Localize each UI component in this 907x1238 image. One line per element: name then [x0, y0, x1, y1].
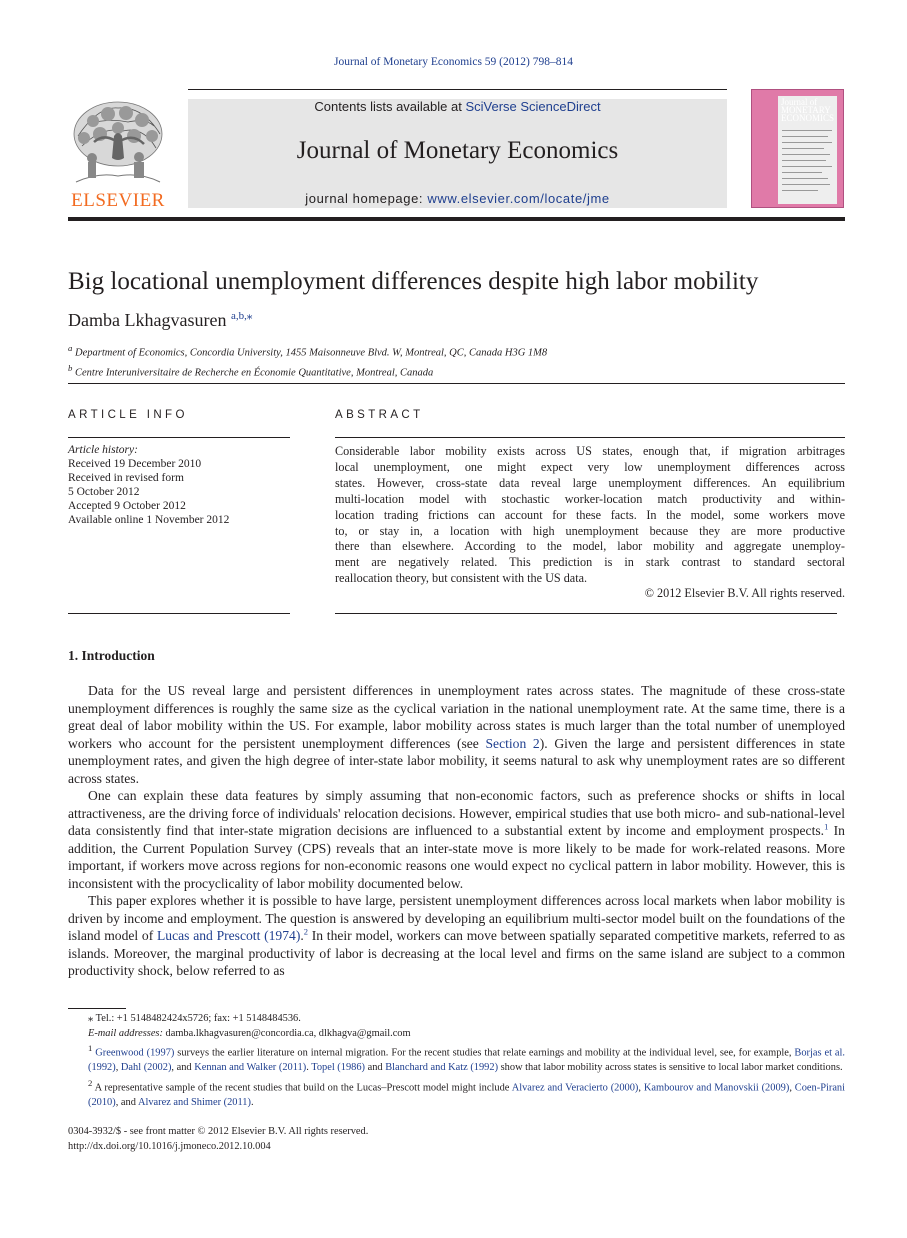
- affiliation-text: Centre Interuniversitaire de Recherche en Économie Quantitative, Montreal, Canada: [75, 367, 434, 378]
- text-run: .: [250, 1096, 254, 1108]
- history-label: Article history:: [68, 444, 138, 456]
- affiliation-mark: a: [68, 343, 73, 353]
- article-info-bottom-rule: [68, 613, 290, 614]
- text-run: and: [365, 1062, 386, 1074]
- citation-link[interactable]: Greenwood (1997): [95, 1047, 175, 1059]
- abstract-line: multi-location model with stochastic worker-location match productivity and within-: [335, 491, 845, 506]
- citation-link[interactable]: Topel (1986): [311, 1062, 366, 1074]
- abstract-line: Considerable labor mobility exists across US states, enough that, if migration arbitrages: [335, 444, 845, 458]
- cover-title: Journal of MONETARY ECONOMICS: [781, 97, 835, 123]
- email-addresses: damba.lkhagvasuren@concordia.ca, dlkhagva@gmail.com: [162, 1027, 411, 1039]
- section-heading-introduction: 1. Introduction: [68, 648, 155, 663]
- text-run: This paper explores whether it is possible to have large, persistent unemployment differences across local markets when labor mobility is driven by income and employment. The question is answered by developing an equilibrium multi-sector model built on the foundations of the island model of: [68, 893, 845, 943]
- footnote-1: [68, 1041, 845, 1076]
- text-run: show that labor mobility across states is sensitive to local labor market conditions.: [498, 1062, 843, 1074]
- citation-link[interactable]: Blanchard and Katz (1992): [385, 1062, 499, 1074]
- contents-prefix: Contents lists available at: [314, 99, 466, 114]
- text-run: ). Given the large and persistent differences in state unemployment rates, and given the high degree of inter-state labor mobility, it seems natural to ask why unemployment rates are so different across states.: [68, 735, 845, 786]
- text-run: .: [300, 928, 304, 943]
- affiliations: [68, 341, 547, 380]
- author-name: Damba Lkhagvasuren: [68, 310, 227, 330]
- text-run: , and: [115, 1096, 138, 1108]
- author-affiliation-marks[interactable]: a,b,⁎: [230, 310, 253, 322]
- abstract-line: reallocation theory, but consistent with the US data.: [335, 571, 588, 586]
- abstract-line: to, or stay in, a location with high unemployment because they are more productive: [335, 523, 845, 538]
- history-accepted: Accepted 9 October 2012: [68, 500, 186, 512]
- lucas-prescott-citation-link[interactable]: Lucas and Prescott (1974): [157, 928, 301, 943]
- citation-link[interactable]: Borjas et al. (1992): [88, 1047, 845, 1074]
- abstract-text: [335, 444, 845, 587]
- footnote-mark: 2: [88, 1077, 93, 1088]
- footnote-emails: [68, 1027, 845, 1042]
- abstract-heading: ABSTRACT: [335, 409, 424, 421]
- abstract-line: there than elsewhere. According to the model, labor mobility and aggregate unemploy-: [335, 539, 845, 554]
- text-run: A representative sample of the recent studies that build on the Lucas–Prescott model might include: [92, 1082, 512, 1094]
- intro-paragraph-3: [68, 892, 845, 980]
- footnote-2: [68, 1076, 845, 1111]
- abstract-line: states. However, cross-state data reveal large unemployment differences. An equilibrium: [335, 475, 845, 490]
- history-received: Received 19 December 2010: [68, 458, 202, 470]
- abstract-bottom-rule: [335, 613, 837, 614]
- abstract-line: location trading frictions can account for these facts. In the model, some workers move: [335, 507, 845, 522]
- footnote-corresponding-author: ⁎ Tel.: +1 5148482424x5726; fax: +1 5148484536.: [88, 1013, 301, 1024]
- text-run: In their model, workers can move between spatially separated competitive markets, referred to as islands. Moreover, the marginal productivity of labor is decreasing at the local level and firms on the same island are subject to a common productivity shock, below referred to as: [68, 928, 845, 978]
- abstract-rule: [335, 437, 845, 438]
- issn-line: 0304-3932/$ - see front matter © 2012 Elsevier B.V. All rights reserved.: [68, 1126, 369, 1137]
- introduction-body: [68, 682, 845, 980]
- footnote-rule: [68, 1008, 126, 1009]
- title-block-rule: [68, 383, 845, 384]
- elsevier-wordmark: ELSEVIER: [71, 190, 165, 211]
- text-run: One can explain these data features by simply assuming that non-economic factors, such as preference shocks or shifts in local attractiveness, are the driving force of individuals' relocation decisions. However, empirical studies that use both micro- and sub-national-level data consistently find that inter-state migration decisions are influenced to a substantial extent by income and employment prospects.: [68, 788, 845, 838]
- citation-link[interactable]: Dahl (2002): [120, 1062, 172, 1074]
- text-run: surveys the earlier literature on internal migration. For the recent studies that relate earnings and mobility at the individual level, see, for example,: [174, 1047, 795, 1059]
- contents-line: [188, 99, 727, 114]
- affiliation-mark: b: [68, 362, 73, 373]
- journal-citation[interactable]: Journal of Monetary Economics 59 (2012) 798–814: [334, 56, 573, 68]
- footnote-mark: 1: [88, 1043, 93, 1054]
- text-run: .: [306, 1062, 312, 1074]
- header-rule: [188, 89, 727, 90]
- article-history: [68, 443, 229, 527]
- homepage-prefix: journal homepage:: [305, 191, 428, 206]
- text-run: , and: [171, 1062, 195, 1074]
- abstract-line: local unemployment, one might expect very low unemployment differences across: [335, 459, 845, 474]
- journal-homepage-line: [188, 191, 727, 206]
- abstract-line: ment are negatively related. This prediction is in stark contrast to standard sectoral: [335, 555, 845, 570]
- email-label: E-mail addresses:: [88, 1027, 163, 1039]
- text-run: ,: [115, 1062, 121, 1074]
- text-run: Data for the US reveal large and persistent differences in unemployment rates across states. The magnitude of these cross-state unemployment differences is roughly the same size as the cyclical variation in the national unemployment rate. At the same time, there is a great deal of labor mobility within the US. For example, labor mobility across states is much larger than the total number of unemployed workers who account for the persistent unemployment differences (see: [68, 683, 845, 751]
- text-run: In addition, the Current Population Survey (CPS) reveals that an inter-state move is more likely to be made for work-related reasons. More important, if workers move across regions for non-economic reasons one would expect no cyclical pattern in labor mobility. However, this is inconsistent with the procyclicality of labor mobility documented below.: [68, 823, 845, 891]
- article-info-rule: [68, 437, 290, 438]
- intro-paragraph-2: [68, 787, 845, 892]
- homepage-link[interactable]: www.elsevier.com/locate/jme: [427, 191, 610, 206]
- intro-paragraph-1: [68, 682, 845, 787]
- history-online: Available online 1 November 2012: [68, 514, 230, 526]
- footnote-ref-2[interactable]: 2: [303, 926, 308, 937]
- article-title: Big locational unemployment differences despite high labor mobility: [68, 268, 759, 295]
- journal-title: Journal of Monetary Economics: [296, 137, 619, 164]
- citation-link[interactable]: Kambourov and Manovskii (2009): [643, 1082, 790, 1094]
- citation-link[interactable]: Alvarez and Veracierto (2000): [511, 1082, 639, 1094]
- citation-link[interactable]: Kennan and Walker (2011): [194, 1062, 307, 1074]
- affiliation-b: [68, 361, 547, 381]
- text-run: ,: [638, 1082, 644, 1094]
- header-thick-rule: [68, 217, 845, 221]
- article-info-heading: ARTICLE INFO: [68, 409, 188, 421]
- abstract-copyright: © 2012 Elsevier B.V. All rights reserved.: [644, 586, 845, 600]
- affiliation-a: [68, 341, 547, 361]
- history-revised: Received in revised form: [68, 472, 184, 484]
- section-2-link[interactable]: Section 2: [485, 735, 540, 751]
- footnotes: [68, 1012, 845, 1111]
- author-line: [68, 309, 252, 331]
- citation-link[interactable]: Coen-Pirani (2010): [88, 1082, 846, 1108]
- journal-cover-thumbnail[interactable]: [751, 89, 844, 208]
- history-revised-date: 5 October 2012: [68, 486, 140, 498]
- text-run: ,: [789, 1082, 795, 1094]
- affiliation-text: Department of Economics, Concordia University, 1455 Maisonneuve Blvd. W, Montreal, QC, Canada H3G 1M8: [75, 347, 548, 359]
- publication-info: [68, 1125, 368, 1154]
- footnote-ref-1[interactable]: 1: [824, 821, 829, 832]
- sciencedirect-link[interactable]: SciVerse ScienceDirect: [465, 99, 601, 114]
- citation-link[interactable]: Alvarez and Shimer (2011): [137, 1096, 251, 1108]
- doi-line[interactable]: http://dx.doi.org/10.1016/j.jmoneco.2012.10.004: [68, 1140, 271, 1152]
